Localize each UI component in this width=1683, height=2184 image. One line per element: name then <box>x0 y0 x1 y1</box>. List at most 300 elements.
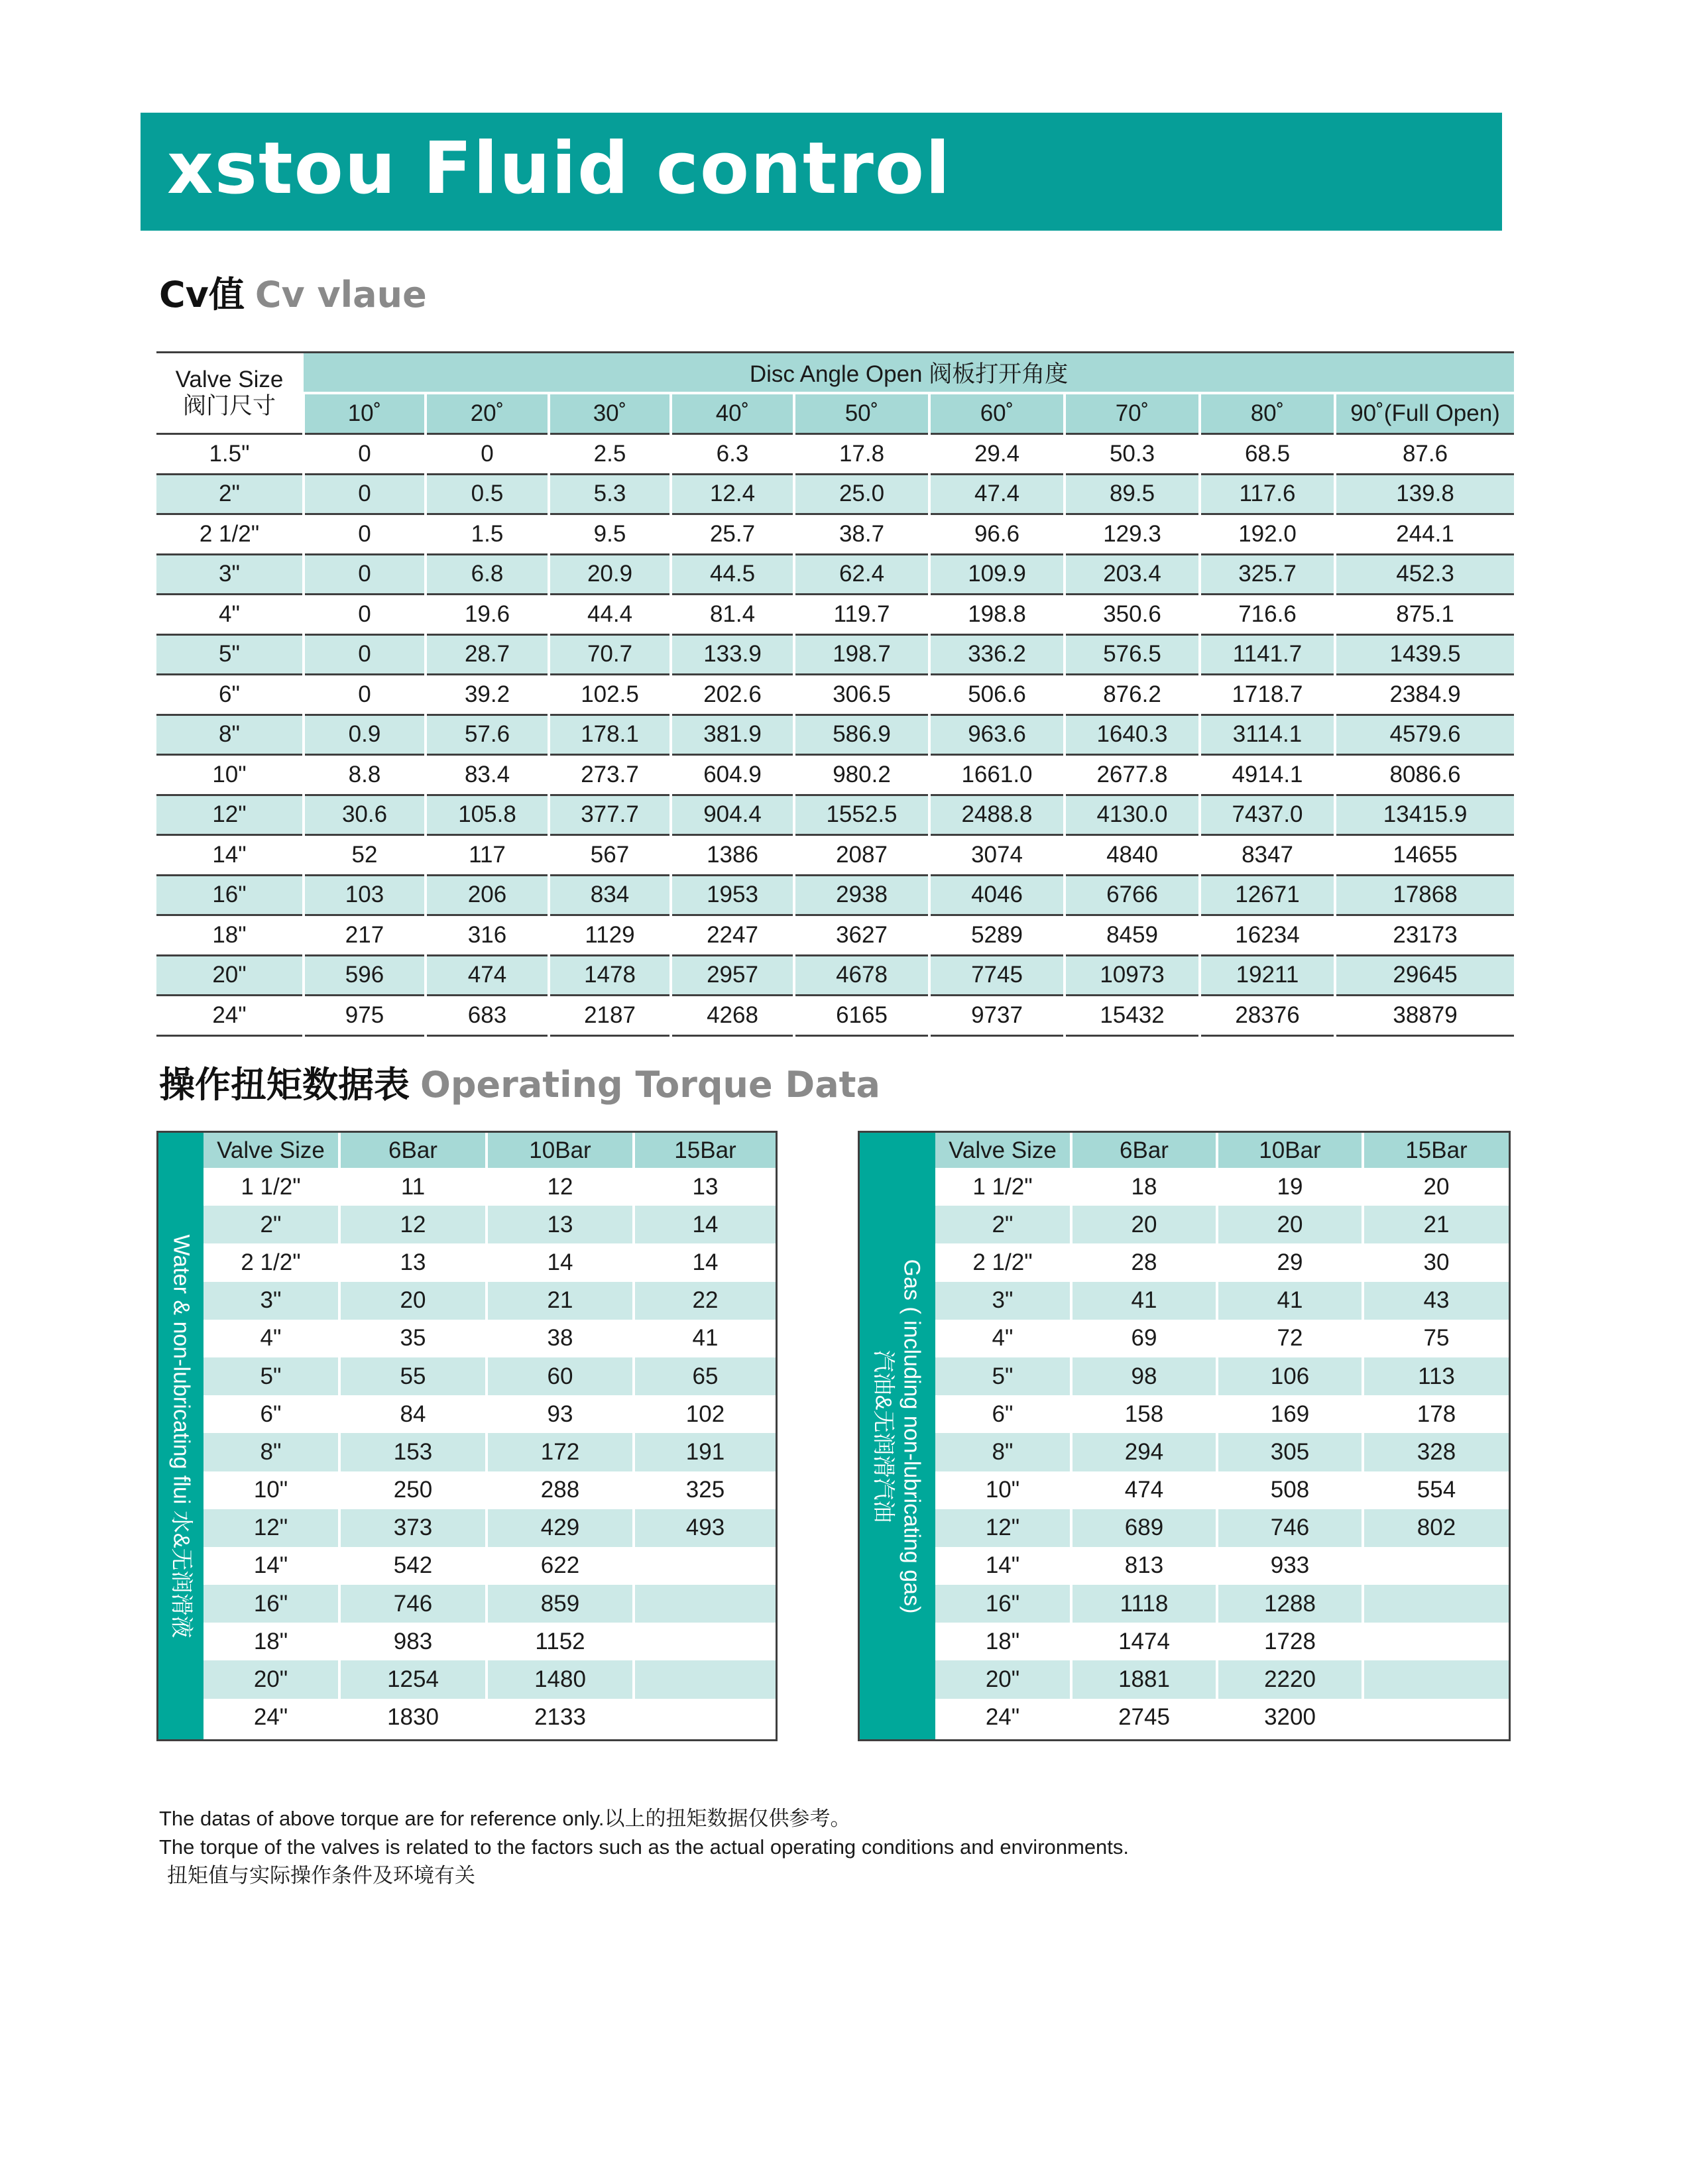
valve-size-cell: 10" <box>253 1477 288 1503</box>
torque-value-cell: 983 <box>339 1623 487 1660</box>
torque-value-cell: 1288 <box>1217 1585 1363 1623</box>
gas-side-band <box>860 1133 935 1739</box>
table-row <box>935 1282 1509 1320</box>
table-row <box>935 1395 1509 1433</box>
valve-size-cell: 4" <box>260 1325 282 1351</box>
torque-value-cell: 429 <box>487 1509 634 1547</box>
cv-value-cell: 273.7 <box>549 755 671 795</box>
torque-value-cell: 2220 <box>1217 1660 1363 1698</box>
cv-value-cell: 10973 <box>1065 955 1200 996</box>
table-row <box>156 434 1514 475</box>
valve-size-cell: 20" <box>156 955 304 996</box>
angle-header: 10˚ <box>304 393 426 434</box>
cv-value-cell: 28.7 <box>426 634 549 675</box>
valve-size-cell: 6" <box>260 1401 282 1427</box>
torque-value-cell: 102 <box>634 1395 776 1433</box>
torque-value-cell: 1480 <box>487 1660 634 1698</box>
torque-value-cell: 813 <box>1071 1547 1217 1585</box>
torque-value-cell: 172 <box>487 1433 634 1471</box>
cv-value-cell: 6.3 <box>671 434 794 475</box>
valve-size-cell: 5" <box>203 1357 339 1395</box>
table-row <box>935 1206 1509 1243</box>
table-row <box>156 634 1514 675</box>
cv-value-cell: 12.4 <box>671 474 794 514</box>
cv-value-cell: 2087 <box>794 835 929 876</box>
torque-value-cell: 28 <box>1071 1243 1217 1281</box>
torque-value-cell: 288 <box>487 1471 634 1509</box>
torque-value-cell <box>634 1660 776 1698</box>
valve-size-cell: 12" <box>156 795 304 835</box>
cv-value-cell: 133.9 <box>671 634 794 675</box>
cv-value-cell: 1718.7 <box>1200 675 1335 715</box>
cv-value-cell: 202.6 <box>671 675 794 715</box>
table-row <box>156 715 1514 755</box>
table-row <box>935 1243 1509 1281</box>
torque-value-cell <box>1363 1660 1509 1698</box>
water-torque-table <box>203 1133 776 1737</box>
cv-value-cell: 3627 <box>794 915 929 956</box>
cv-value-cell: 139.8 <box>1335 474 1514 514</box>
table-row <box>935 1320 1509 1357</box>
cv-value-cell: 0.5 <box>426 474 549 514</box>
torque-value-cell: 294 <box>1071 1433 1217 1471</box>
cv-value-cell: 129.3 <box>1065 514 1200 555</box>
cv-value-cell: 0 <box>304 474 426 514</box>
column-header: 10Bar <box>1217 1133 1363 1168</box>
torque-value-cell: 859 <box>487 1585 634 1623</box>
cv-value-cell: 105.8 <box>426 795 549 835</box>
table-row <box>203 1547 776 1585</box>
torque-title-zh: 操作扭矩数据表 <box>159 1064 410 1106</box>
torque-value-cell: 1474 <box>1071 1623 1217 1660</box>
column-header: 15Bar <box>634 1133 776 1168</box>
torque-value-cell: 622 <box>487 1547 634 1585</box>
cv-value-cell: 4678 <box>794 955 929 996</box>
cv-value-cell: 8086.6 <box>1335 755 1514 795</box>
valve-size-cell: 24" <box>985 1704 1020 1731</box>
cv-value-cell: 904.4 <box>671 795 794 835</box>
torque-value-cell: 3200 <box>1217 1699 1363 1737</box>
table-row <box>203 1206 776 1243</box>
torque-value-cell: 328 <box>1363 1433 1509 1471</box>
valve-size-cell: 3" <box>203 1282 339 1320</box>
table-row <box>156 875 1514 915</box>
cv-value-cell: 81.4 <box>671 595 794 635</box>
torque-value-cell: 84 <box>339 1395 487 1433</box>
gas-side-label-zh: 汽油&无润滑汽油 <box>871 1350 896 1523</box>
torque-value-cell: 20 <box>1363 1168 1509 1206</box>
cv-value-cell: 62.4 <box>794 554 929 595</box>
table-row <box>156 996 1514 1036</box>
cv-value-cell: 38.7 <box>794 514 929 555</box>
torque-value-cell: 69 <box>1071 1320 1217 1357</box>
cv-value-cell: 1.5 <box>426 514 549 555</box>
cv-value-cell: 0 <box>304 634 426 675</box>
torque-value-cell: 493 <box>634 1509 776 1547</box>
cv-value-cell: 14655 <box>1335 835 1514 876</box>
cv-value-cell: 192.0 <box>1200 514 1335 555</box>
gas-table-body <box>935 1168 1509 1737</box>
cv-value-cell: 83.4 <box>426 755 549 795</box>
valve-size-cell: 12" <box>935 1509 1071 1547</box>
valve-size-cell: 8" <box>203 1433 339 1471</box>
torque-value-cell: 305 <box>1217 1433 1363 1471</box>
cv-size-header-en: Valve Size <box>175 366 284 392</box>
table-row <box>203 1168 776 1206</box>
torque-value-cell <box>1363 1623 1509 1660</box>
cv-value-cell: 17.8 <box>794 434 929 475</box>
table-row <box>156 474 1514 514</box>
valve-size-cell: 14" <box>156 835 304 876</box>
cv-value-cell: 2.5 <box>549 434 671 475</box>
cv-value-cell: 12671 <box>1200 875 1335 915</box>
angle-header: 60˚ <box>929 393 1065 434</box>
gas-side-label-en: Gas ( including non-lubricating gas) <box>899 1259 925 1613</box>
cv-value-cell: 2247 <box>671 915 794 956</box>
angle-header: 40˚ <box>671 393 794 434</box>
cv-value-cell: 4914.1 <box>1200 755 1335 795</box>
cv-value-cell: 117.6 <box>1200 474 1335 514</box>
cv-value-cell: 0 <box>304 514 426 555</box>
cv-value-cell: 87.6 <box>1335 434 1514 475</box>
cv-value-cell: 57.6 <box>426 715 549 755</box>
valve-size-cell: 5" <box>156 634 304 675</box>
cv-value-cell: 19.6 <box>426 595 549 635</box>
cv-value-cell: 506.6 <box>929 675 1065 715</box>
torque-value-cell <box>634 1547 776 1585</box>
valve-size-cell: 2" <box>156 474 304 514</box>
cv-value-cell: 44.4 <box>549 595 671 635</box>
table-row <box>203 1623 776 1660</box>
torque-value-cell: 29 <box>1217 1243 1363 1281</box>
cv-value-cell: 6766 <box>1065 875 1200 915</box>
torque-value-cell: 43 <box>1363 1282 1509 1320</box>
valve-size-cell: 18" <box>985 1628 1020 1654</box>
torque-value-cell: 14 <box>634 1243 776 1281</box>
cv-value-cell: 0 <box>304 675 426 715</box>
cv-value-cell: 244.1 <box>1335 514 1514 555</box>
table-row <box>203 1243 776 1281</box>
cv-value-cell: 980.2 <box>794 755 929 795</box>
torque-title-en: Operating Torque Data <box>420 1064 880 1106</box>
cv-title-en: Cv vlaue <box>255 274 427 316</box>
torque-value-cell: 191 <box>634 1433 776 1471</box>
cv-value-cell: 9737 <box>929 996 1065 1036</box>
cv-value-cell: 198.8 <box>929 595 1065 635</box>
cv-value-cell: 2488.8 <box>929 795 1065 835</box>
cv-value-cell: 474 <box>426 955 549 996</box>
cv-value-cell: 381.9 <box>671 715 794 755</box>
cv-value-cell: 2187 <box>549 996 671 1036</box>
torque-value-cell: 933 <box>1217 1547 1363 1585</box>
header-banner <box>141 113 1502 231</box>
cv-value-cell: 0 <box>304 434 426 475</box>
torque-value-cell: 98 <box>1071 1357 1217 1395</box>
cv-value-cell: 102.5 <box>549 675 671 715</box>
table-row <box>203 1320 776 1357</box>
torque-value-cell: 113 <box>1363 1357 1509 1395</box>
angle-header-row <box>156 393 1514 434</box>
cv-value-cell: 596 <box>304 955 426 996</box>
torque-value-cell: 746 <box>1217 1509 1363 1547</box>
cv-value-cell: 0 <box>304 595 426 635</box>
torque-value-cell: 75 <box>1363 1320 1509 1357</box>
cv-value-cell: 377.7 <box>549 795 671 835</box>
cv-value-cell: 13415.9 <box>1335 795 1514 835</box>
table-row <box>935 1433 1509 1471</box>
column-header: 6Bar <box>1071 1133 1217 1168</box>
table-row <box>156 955 1514 996</box>
valve-size-cell: 2" <box>203 1206 339 1243</box>
valve-size-cell: 2 1/2" <box>156 514 304 555</box>
cv-value-cell: 9.5 <box>549 514 671 555</box>
cv-value-cell: 103 <box>304 875 426 915</box>
cv-value-cell: 30.6 <box>304 795 426 835</box>
angle-header: 70˚ <box>1065 393 1200 434</box>
table-row <box>935 1357 1509 1395</box>
cv-value-cell: 19211 <box>1200 955 1335 996</box>
cv-value-cell: 1141.7 <box>1200 634 1335 675</box>
note-line-2: The torque of the valves is related to the factors such as the actual operating conditions and environments. <box>159 1835 1130 1859</box>
cv-value-cell: 4840 <box>1065 835 1200 876</box>
cv-value-cell: 20.9 <box>549 554 671 595</box>
cv-value-cell: 117 <box>426 835 549 876</box>
cv-value-cell: 4130.0 <box>1065 795 1200 835</box>
table-row <box>203 1699 776 1737</box>
valve-size-cell: 16" <box>935 1585 1071 1623</box>
valve-size-cell: 3" <box>156 554 304 595</box>
torque-value-cell: 30 <box>1363 1243 1509 1281</box>
cv-value-cell: 2677.8 <box>1065 755 1200 795</box>
note-line-1: The datas of above torque are for reference only.以上的扭矩数据仅供参考。 <box>159 1807 851 1830</box>
torque-value-cell: 178 <box>1363 1395 1509 1433</box>
cv-value-cell: 4579.6 <box>1335 715 1514 755</box>
valve-size-cell: 12" <box>203 1509 339 1547</box>
torque-value-cell: 55 <box>339 1357 487 1395</box>
cv-value-cell: 316 <box>426 915 549 956</box>
cv-value-cell: 2938 <box>794 875 929 915</box>
angle-header: 80˚ <box>1200 393 1335 434</box>
table-row <box>156 795 1514 835</box>
cv-size-header <box>156 353 304 434</box>
cv-value-cell: 3074 <box>929 835 1065 876</box>
cv-value-cell: 875.1 <box>1335 595 1514 635</box>
torque-value-cell: 13 <box>487 1206 634 1243</box>
valve-size-cell: 18" <box>253 1628 288 1654</box>
torque-value-cell: 1728 <box>1217 1623 1363 1660</box>
gas-header-row <box>935 1133 1509 1168</box>
cv-value-cell: 119.7 <box>794 595 929 635</box>
table-row <box>203 1282 776 1320</box>
valve-size-cell: 18" <box>156 915 304 956</box>
column-header: Valve Size <box>935 1133 1071 1168</box>
torque-value-cell: 20 <box>339 1282 487 1320</box>
torque-value-cell <box>634 1585 776 1623</box>
cv-value-cell: 876.2 <box>1065 675 1200 715</box>
table-row <box>156 755 1514 795</box>
torque-section-title <box>159 1057 880 1108</box>
valve-size-cell: 24" <box>253 1704 288 1731</box>
table-row <box>935 1509 1509 1547</box>
torque-value-cell: 11 <box>339 1168 487 1206</box>
cv-value-cell: 29.4 <box>929 434 1065 475</box>
torque-value-cell: 1152 <box>487 1623 634 1660</box>
cv-value-cell: 834 <box>549 875 671 915</box>
cv-value-cell: 89.5 <box>1065 474 1200 514</box>
torque-value-cell: 38 <box>487 1320 634 1357</box>
torque-value-cell: 689 <box>1071 1509 1217 1547</box>
torque-value-cell <box>634 1623 776 1660</box>
torque-value-cell: 13 <box>339 1243 487 1281</box>
torque-value-cell: 21 <box>1363 1206 1509 1243</box>
valve-size-cell: 20" <box>935 1660 1071 1698</box>
valve-size-cell: 2" <box>935 1206 1071 1243</box>
cv-value-cell: 1439.5 <box>1335 634 1514 675</box>
cv-value-cell: 178.1 <box>549 715 671 755</box>
angle-header: 30˚ <box>549 393 671 434</box>
cv-value-cell: 7437.0 <box>1200 795 1335 835</box>
table-row <box>203 1509 776 1547</box>
table-row <box>203 1660 776 1698</box>
gas-side-label <box>870 1259 926 1613</box>
cv-value-cell: 567 <box>549 835 671 876</box>
cv-value-cell: 8.8 <box>304 755 426 795</box>
cv-value-cell: 1478 <box>549 955 671 996</box>
cv-value-cell: 17868 <box>1335 875 1514 915</box>
column-header: Valve Size <box>203 1133 339 1168</box>
table-row <box>203 1395 776 1433</box>
torque-value-cell: 20 <box>1071 1206 1217 1243</box>
valve-size-cell: 4" <box>992 1325 1014 1351</box>
valve-size-cell: 8" <box>935 1433 1071 1471</box>
cv-value-cell: 68.5 <box>1200 434 1335 475</box>
torque-value-cell: 1254 <box>339 1660 487 1698</box>
cv-value-cell: 975 <box>304 996 426 1036</box>
valve-size-cell: 14" <box>253 1552 288 1579</box>
torque-value-cell: 554 <box>1363 1471 1509 1509</box>
cv-value-cell: 25.7 <box>671 514 794 555</box>
valve-size-cell: 16" <box>203 1585 339 1623</box>
cv-value-cell: 0.9 <box>304 715 426 755</box>
cv-value-cell: 963.6 <box>929 715 1065 755</box>
torque-value-cell: 13 <box>634 1168 776 1206</box>
torque-value-cell: 2133 <box>487 1699 634 1737</box>
cv-value-cell: 576.5 <box>1065 634 1200 675</box>
cv-value-cell: 29645 <box>1335 955 1514 996</box>
cv-value-cell: 50.3 <box>1065 434 1200 475</box>
valve-size-cell: 10" <box>985 1477 1020 1503</box>
cv-value-cell: 7745 <box>929 955 1065 996</box>
note-line-3: 扭矩值与实际操作条件及环境有关 <box>167 1864 475 1887</box>
gas-torque-table <box>935 1133 1509 1737</box>
cv-value-cell: 350.6 <box>1065 595 1200 635</box>
torque-value-cell <box>1363 1585 1509 1623</box>
torque-value-cell: 12 <box>487 1168 634 1206</box>
cv-value-cell: 203.4 <box>1065 554 1200 595</box>
cv-size-header-zh: 阀门尺寸 <box>182 393 276 419</box>
cv-value-cell: 16234 <box>1200 915 1335 956</box>
table-row <box>935 1585 1509 1623</box>
table-row <box>935 1168 1509 1206</box>
cv-value-cell: 23173 <box>1335 915 1514 956</box>
cv-value-cell: 28376 <box>1200 996 1335 1036</box>
valve-size-cell: 2 1/2" <box>972 1249 1033 1275</box>
torque-value-cell: 35 <box>339 1320 487 1357</box>
torque-value-cell: 373 <box>339 1509 487 1547</box>
cv-value-cell: 8459 <box>1065 915 1200 956</box>
table-row <box>935 1623 1509 1660</box>
torque-value-cell: 19 <box>1217 1168 1363 1206</box>
cv-table-body <box>156 434 1514 1036</box>
cv-value-cell: 683 <box>426 996 549 1036</box>
cv-value-cell: 586.9 <box>794 715 929 755</box>
valve-size-cell: 1 1/2" <box>972 1173 1033 1200</box>
torque-value-cell: 18 <box>1071 1168 1217 1206</box>
table-row <box>935 1547 1509 1585</box>
cv-value-cell: 4046 <box>929 875 1065 915</box>
torque-value-cell: 20 <box>1217 1206 1363 1243</box>
torque-value-cell: 41 <box>1071 1282 1217 1320</box>
cv-value-cell: 604.9 <box>671 755 794 795</box>
cv-title-zh: Cv值 <box>159 274 245 316</box>
cv-value-cell: 4268 <box>671 996 794 1036</box>
torque-value-cell: 153 <box>339 1433 487 1471</box>
cv-value-cell: 1953 <box>671 875 794 915</box>
angle-header: 90˚(Full Open) <box>1335 393 1514 434</box>
cv-value-cell: 198.7 <box>794 634 929 675</box>
valve-size-cell: 5" <box>935 1357 1071 1395</box>
torque-value-cell <box>1363 1699 1509 1737</box>
cv-value-cell: 38879 <box>1335 996 1514 1036</box>
cv-value-cell: 3114.1 <box>1200 715 1335 755</box>
cv-value-cell: 1661.0 <box>929 755 1065 795</box>
column-header: 6Bar <box>339 1133 487 1168</box>
torque-value-cell <box>634 1699 776 1737</box>
table-row <box>935 1471 1509 1509</box>
cv-value-cell: 0 <box>304 554 426 595</box>
valve-size-cell: 4" <box>156 595 304 635</box>
brand-title: xstou Fluid control <box>167 127 952 210</box>
table-row <box>156 835 1514 876</box>
cv-value-cell: 6.8 <box>426 554 549 595</box>
cv-value-cell: 109.9 <box>929 554 1065 595</box>
cv-value-cell: 5.3 <box>549 474 671 514</box>
torque-value-cell: 508 <box>1217 1471 1363 1509</box>
cv-value-cell: 96.6 <box>929 514 1065 555</box>
torque-value-cell: 41 <box>1217 1282 1363 1320</box>
torque-value-cell: 72 <box>1217 1320 1363 1357</box>
valve-size-cell: 1 1/2" <box>241 1173 301 1200</box>
water-table-body <box>203 1168 776 1737</box>
torque-value-cell: 250 <box>339 1471 487 1509</box>
torque-value-cell: 158 <box>1071 1395 1217 1433</box>
valve-size-cell: 16" <box>156 875 304 915</box>
column-header: 10Bar <box>487 1133 634 1168</box>
torque-value-cell: 542 <box>339 1547 487 1585</box>
cv-value-cell: 6165 <box>794 996 929 1036</box>
table-row <box>156 554 1514 595</box>
torque-value-cell: 1118 <box>1071 1585 1217 1623</box>
cv-section-title <box>159 266 427 317</box>
torque-value-cell: 746 <box>339 1585 487 1623</box>
torque-value-cell: 41 <box>634 1320 776 1357</box>
torque-value-cell <box>1363 1547 1509 1585</box>
table-row <box>156 675 1514 715</box>
torque-value-cell: 12 <box>339 1206 487 1243</box>
cv-value-cell: 206 <box>426 875 549 915</box>
table-row <box>203 1433 776 1471</box>
table-row <box>156 595 1514 635</box>
